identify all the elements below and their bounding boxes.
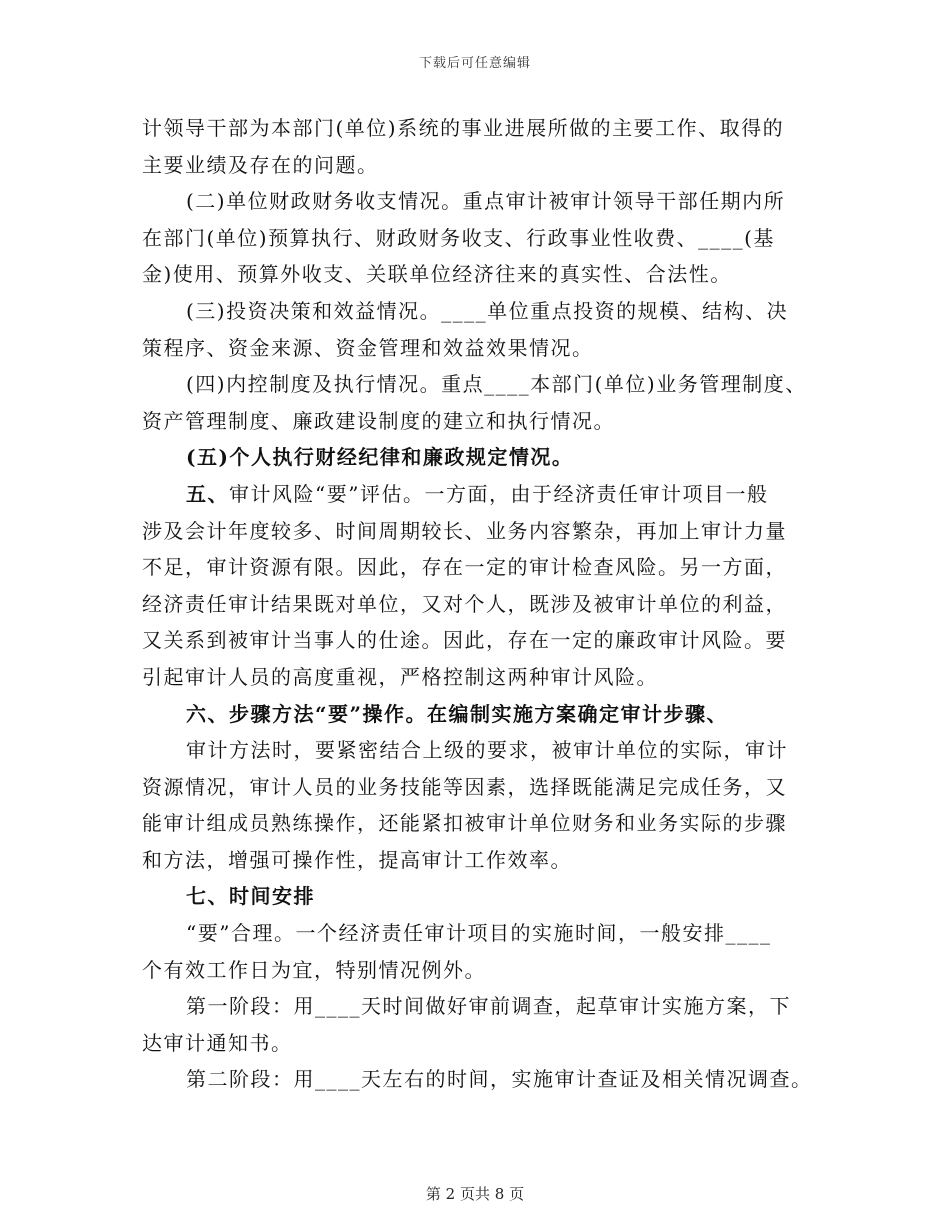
- text-line: 达审计通知书。: [142, 1030, 293, 1055]
- text-line: 不足，审计资源有限。因此，存在一定的审计检查风险。另一方面，: [142, 555, 787, 580]
- page-footer: 第 2 页共 8 页: [425, 1185, 525, 1203]
- text-line: 在部门(单位)预算执行、财政财务收支、行政事业性收费、____(基: [142, 225, 775, 250]
- text-line: (四)内控制度及执行情况。重点____本部门(单位)业务管理制度、: [186, 372, 807, 397]
- section-number: 五、: [186, 481, 229, 506]
- text-line: (五)个人执行财经纪律和廉政规定情况。: [186, 445, 574, 470]
- text-line: 金)使用、预算外收支、关联单位经济往来的真实性、合法性。: [142, 262, 732, 287]
- text-line: 能审计组成员熟练操作，还能紧扣被审计单位财务和业务实际的步骤: [142, 811, 787, 836]
- text-line: 审计方法时，要紧密结合上级的要求，被审计单位的实际，审计: [186, 738, 788, 763]
- text-line: [142, 476, 812, 513]
- text-line: 六、步骤方法“要”操作。在编制实施方案确定审计步骤、: [186, 701, 729, 726]
- text-line: 又关系到被审计当事人的仕途。因此，存在一定的廉政审计风险。要: [142, 628, 787, 653]
- text-line: 涉及会计年度较多、时间周期较长、业务内容繁杂，再加上审计力量: [142, 518, 787, 543]
- text-line: 七、时间安排: [186, 884, 315, 909]
- text-line: 引起审计人员的高度重视，严格控制这两种审计风险。: [142, 664, 658, 689]
- text-line: 计领导干部为本部门(单位)系统的事业进展所做的主要工作、取得的: [142, 116, 785, 140]
- text-line: 第一阶段：用____天时间做好审前调查，起草审计实施方案，下: [186, 994, 791, 1019]
- text-line: 资产管理制度、廉政建设制度的建立和执行情况。: [142, 408, 615, 433]
- text-line: 第二阶段：用____天左右的时间，实施审计查证及相关情况调查。: [186, 1067, 812, 1092]
- text-line: (二)单位财政财务收支情况。重点审计被审计领导干部任期内所: [186, 189, 786, 214]
- text-line: 经济责任审计结果既对单位，又对个人，既涉及被审计单位的利益，: [142, 591, 787, 616]
- text-line: 个有效工作日为宜，特别情况例外。: [142, 957, 486, 982]
- text-line-rest: 审计风险“要”评估。一方面，由于经济责任审计项目一般: [229, 481, 769, 506]
- text-line: 资源情况，审计人员的业务技能等因素，选择既能满足完成任务，又: [142, 774, 787, 799]
- text-line: 和方法，增强可操作性，提高审计工作效率。: [142, 847, 572, 872]
- text-line: 主要业绩及存在的问题。: [142, 152, 379, 177]
- text-line: (三)投资决策和效益情况。____单位重点投资的规模、结构、决: [186, 298, 789, 323]
- page-header: 下载后可任意编辑: [418, 56, 531, 71]
- text-line: “要”合理。一个经济责任审计项目的实施时间，一般安排____: [186, 921, 772, 946]
- text-line: 策程序、资金来源、资金管理和效益效果情况。: [142, 335, 594, 360]
- document-body: [142, 110, 812, 1098]
